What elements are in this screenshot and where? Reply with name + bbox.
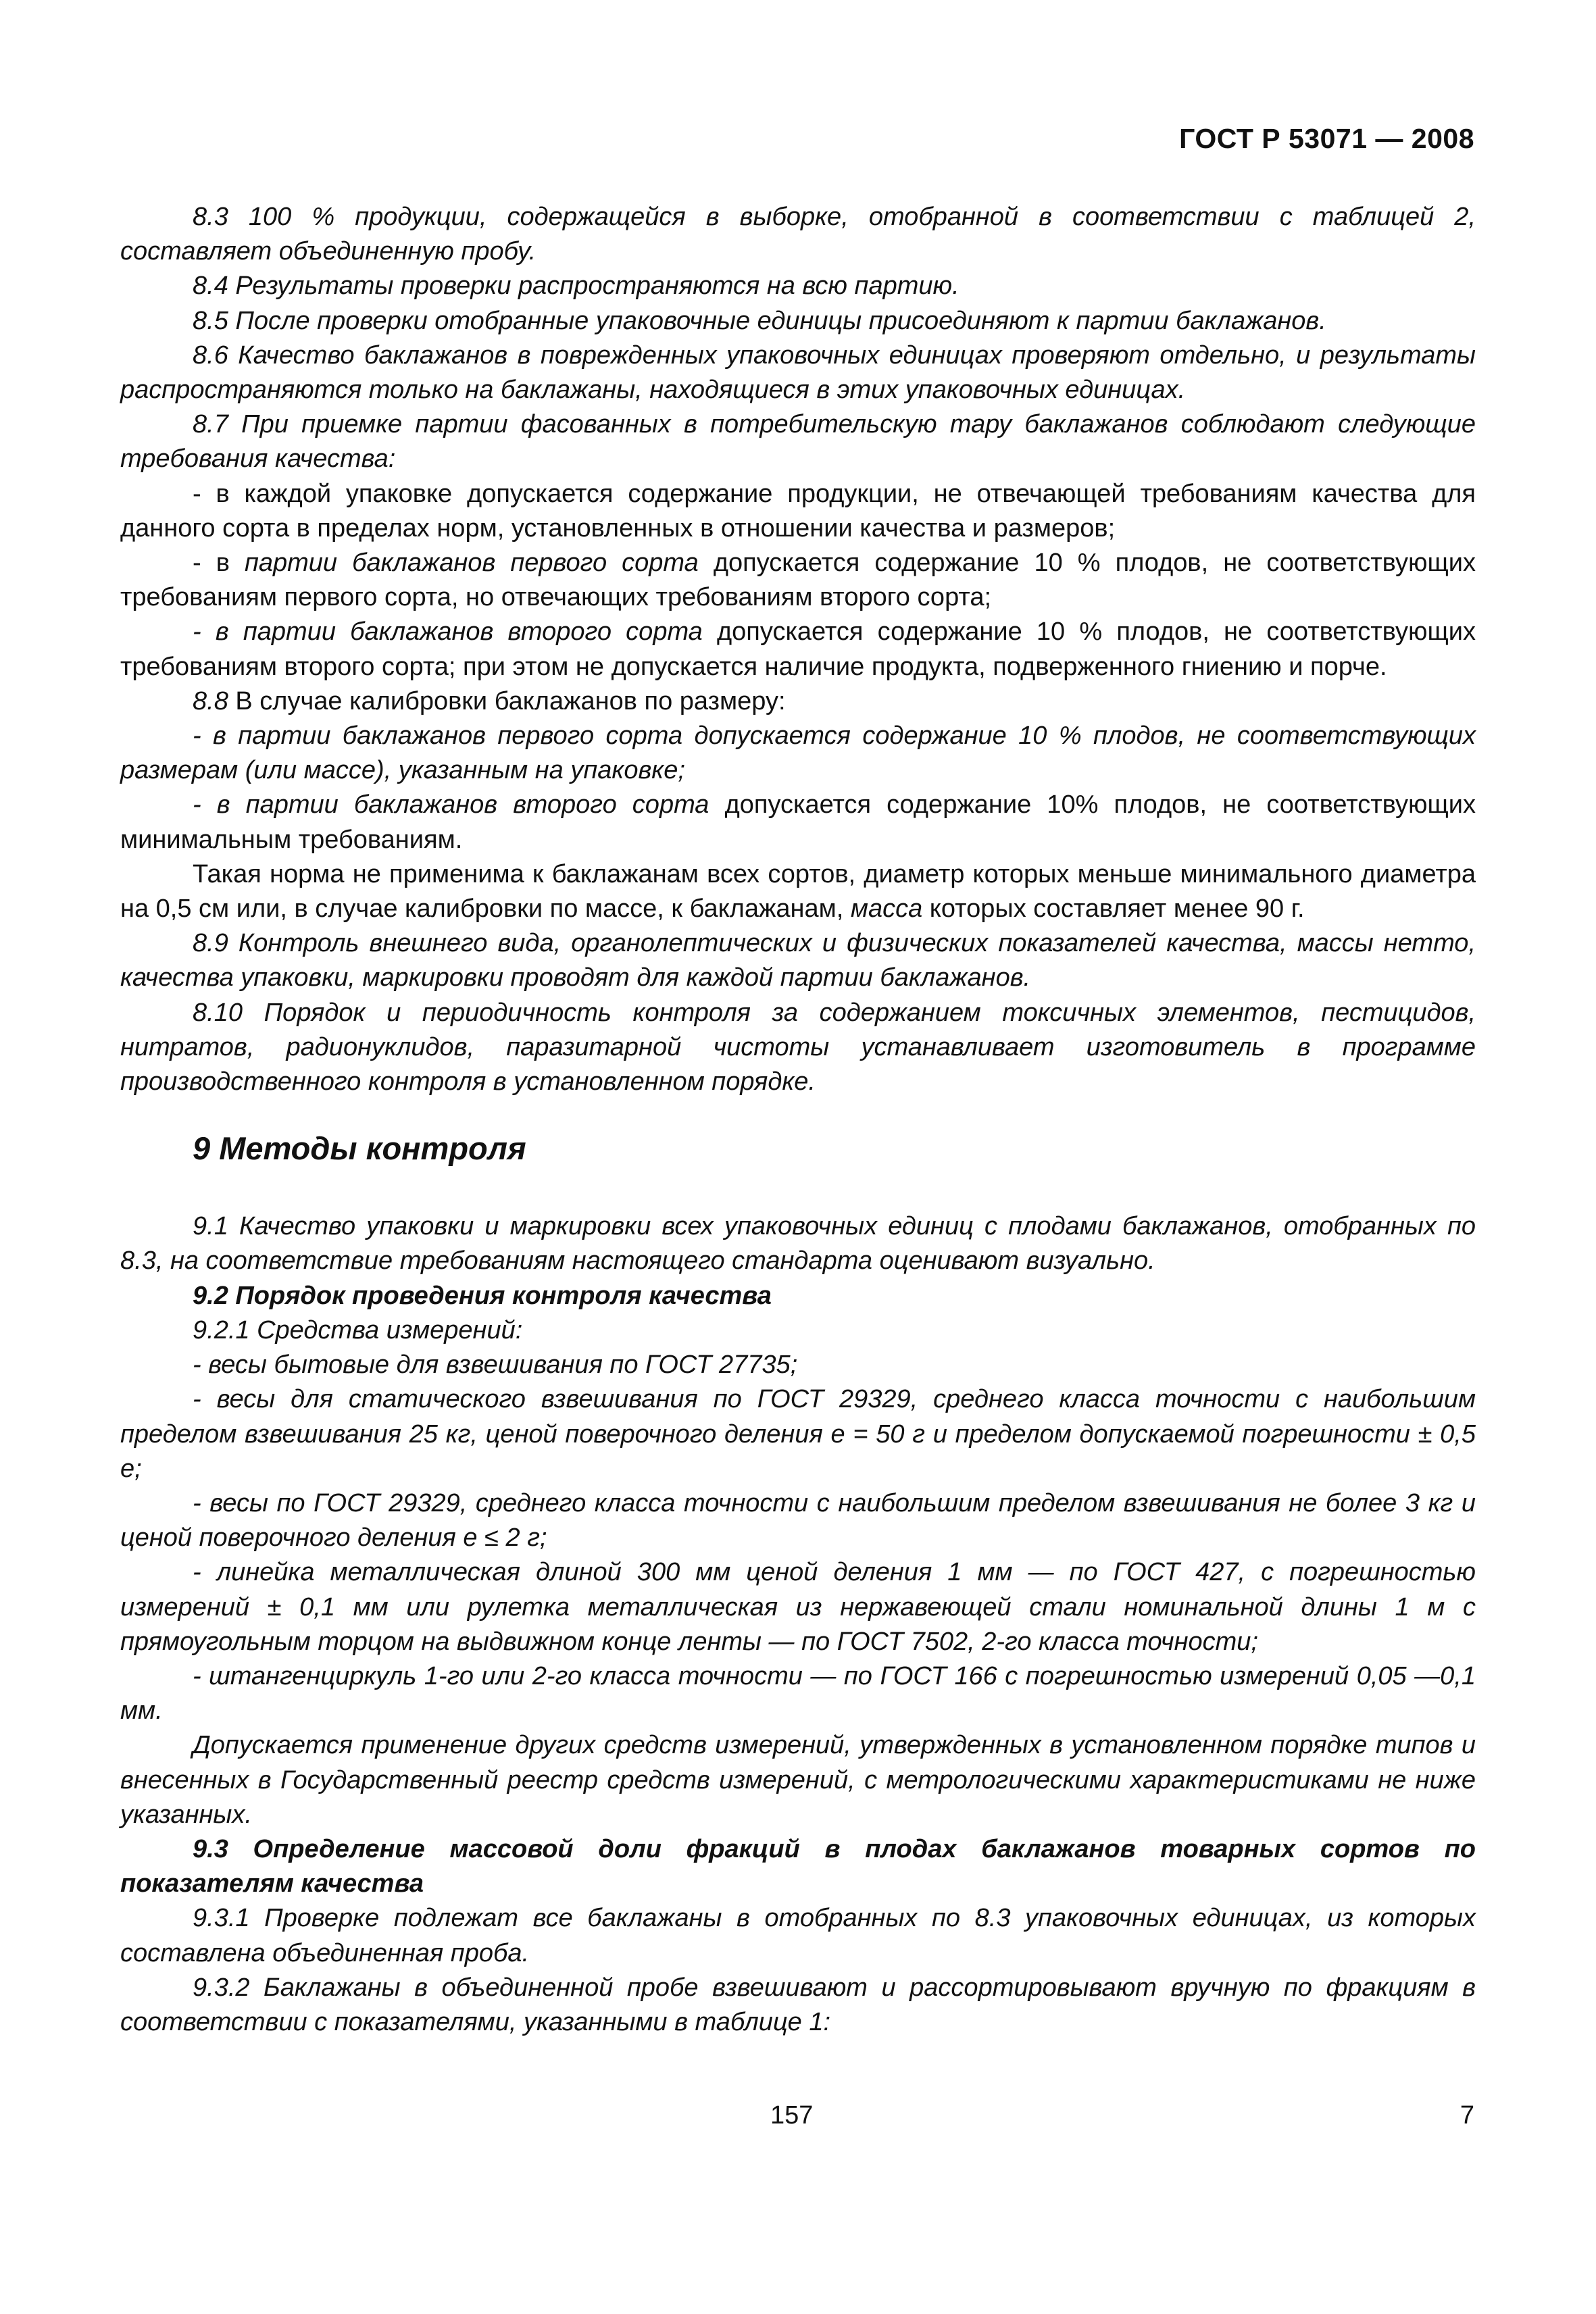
paragraph-8-7: 8.7 При приемке партии фасованных в потребительскую тару баклажанов соблюдают следующие требования качества: [120, 410, 1476, 474]
footer-sequence-number: 157 [770, 2101, 814, 2130]
page-number: 7 [1460, 2101, 1474, 2130]
paragraph-8-8-item-a: - в партии баклажанов первого сорта допускается содержание 10 % плодов, не соответствующих размерам (или массе), указанным на упаковке; [120, 722, 1476, 785]
paragraph-8-10: 8.10 Порядок и периодичность контроля за содержанием токсичных элементов, пестицидов, нитратов, радионуклидов, паразитарной чистоты устанавливает изготовитель в программе производственного контроля в установленном порядке. [120, 998, 1476, 1097]
paragraph-8-7-item-b: - в партии баклажанов первого сорта допускается содержание 10 % плодов, не соответствующих требованиям первого сорта, но отвечающих требованиям второго сорта; [120, 549, 1476, 612]
paragraph-9-2-1-item-b: - весы для статического взвешивания по ГОСТ 29329, среднего класса точности с наибольшим пределом взвешивания 25 кг, ценой поверочного деления е = 50 г и пределом допускаемой погрешности ± 0,5 е; [120, 1385, 1476, 1483]
document-code-header: ГОСТ Р 53071 — 2008 [1179, 123, 1474, 154]
section-9-heading: 9 Методы контроля [193, 1130, 526, 1167]
paragraph-9-2-1-note: Допускается применение других средств измерений, утвержденных в установленном порядке типов и внесенных в Государственный реестр средств измерений, с метрологическими характеристиками не ниже указанных. [120, 1731, 1476, 1829]
paragraph-9-2-1-item-a: - весы бытовые для взвешивания по ГОСТ 27735; [193, 1351, 798, 1380]
paragraph-9-2-1-item-e: - штангенциркуль 1-го или 2-го класса точности — по ГОСТ 166 с погрешностью измерений 0,05 —0,1 мм. [120, 1661, 1476, 1726]
paragraph-8-9: 8.9 Контроль внешнего вида, органолептических и физических показателей качества, массы нетто, качества упаковки, маркировки проводят для каждой партии баклажанов. [120, 929, 1476, 992]
paragraph-9-3-1: 9.3.1 Проверке подлежат все баклажаны в отобранных по 8.3 упаковочных единицах, из которых составлена объединенная проба. [120, 1904, 1476, 1967]
paragraph-9-2-1-item-d: - линейка металлическая длиной 300 мм ценой деления 1 мм — по ГОСТ 427, с погрешностью измерений ± 0,1 мм или рулетка металлическая из нержавеющей стали номинальной длины 1 м с прямоугольным торцом на выдвижном конце ленты — по ГОСТ 7502, 2-го класса точности; [120, 1558, 1476, 1656]
paragraph-9-2-1-item-c: - весы по ГОСТ 29329, среднего класса точности с наибольшим пределом взвешивания не более 3 кг и ценой поверочного деления е ≤ 2 г; [120, 1488, 1476, 1553]
paragraph-9-2-heading: 9.2 Порядок проведения контроля качества [193, 1281, 772, 1310]
paragraph-8-3: 8.3 100 % продукции, содержащейся в выборке, отобранной в соответствии с таблицей 2, составляет объединенную пробу. [120, 203, 1476, 266]
paragraph-9-3-heading: 9.3 Определение массовой доли фракций в плодах баклажанов товарных сортов по показателям качества [120, 1834, 1476, 1898]
paragraph-9-1: 9.1 Качество упаковки и маркировки всех упаковочных единиц с плодами баклажанов, отобранных по 8.3, на соответствие требованиям настоящего стандарта оценивают визуально. [120, 1212, 1476, 1276]
paragraph-9-2-1: 9.2.1 Средства измерений: [193, 1315, 523, 1344]
paragraph-8-8: 8.8 В случае калибровки баклажанов по размеру: [193, 686, 786, 715]
paragraph-8-7-item-a: - в каждой упаковке допускается содержание продукции, не отвечающей требованиям качества для данного сорта в пределах норм, установленных в отношении качества и размеров; [120, 479, 1476, 543]
document-body [120, 200, 1476, 2040]
paragraph-8-8-item-b: - в партии баклажанов второго сорта допускается содержание 10% плодов, не соответствующих минимальным требованиям. [120, 790, 1476, 854]
paragraph-9-3-2: 9.3.2 Баклажаны в объединенной пробе взвешивают и рассортировывают вручную по фракциям в соответствии с показателями, указанными в таблице 1: [120, 1973, 1476, 2036]
paragraph-8-4: 8.4 Результаты проверки распространяются на всю партию. [193, 272, 959, 301]
paragraph-8-5: 8.5 После проверки отобранные упаковочные единицы присоединяют к партии баклажанов. [193, 306, 1326, 335]
paragraph-8-6: 8.6 Качество баклажанов в поврежденных упаковочных единицах проверяют отдельно, и результаты распространяются только на баклажаны, находящиеся в этих упаковочных единицах. [120, 341, 1476, 405]
paragraph-8-8-note: Такая норма не применима к баклажанам всех сортов, диаметр которых меньше минимального диаметра на 0,5 см или, в случае калибровки по массе, к баклажанам, масса которых составляет менее 90 г. [120, 859, 1476, 924]
paragraph-8-7-item-c: - в партии баклажанов второго сорта допускается содержание 10 % плодов, не соответствующих требованиям второго сорта; при этом не допускается наличие продукта, подверженного гниению и порче. [120, 618, 1476, 681]
